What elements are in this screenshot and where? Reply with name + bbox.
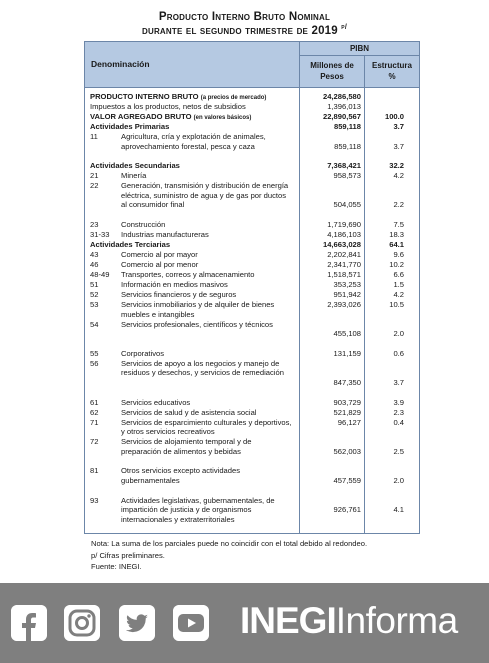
row-code: 81 [90,466,99,476]
row-description [121,398,293,408]
row-value-estructura: 2.0 [393,475,404,485]
row-description [90,102,296,112]
table-row [85,349,419,359]
row-description [121,359,293,378]
table-row [85,418,419,437]
row-value-millones: 1,719,690 [327,220,361,229]
table-row [85,122,419,132]
table-row [85,398,419,408]
row-value-estructura: 0.4 [393,417,404,427]
row-description [121,466,293,485]
row-code: 52 [90,290,99,299]
table-row [85,112,419,122]
table-row [85,280,419,290]
row-value-estructura: 0.6 [393,348,404,358]
pib-table [84,41,420,534]
row-description [121,408,293,418]
row-code: 23 [90,220,99,229]
row-code: 93 [90,495,99,505]
header-estructura-line2: % [388,72,396,81]
row-description-text: Transportes, correos y almacenamiento [121,270,255,279]
row-value-estructura: 4.1 [393,505,404,515]
brand-regular: Informa [335,600,458,641]
row-description [121,220,293,230]
twitter-icon[interactable] [119,605,155,641]
row-value-estructura: 2.2 [393,200,404,210]
table-row [85,161,419,171]
header-denominacion: Denominación [91,59,150,69]
table-row [85,132,419,161]
table-row [85,408,419,418]
note-line: Fuente: INEGI. [91,562,142,571]
row-value-estructura: 2.0 [393,329,404,339]
row-description-text: Servicios de salud y de asistencia social [121,407,257,417]
row-value-estructura: 64.1 [389,240,404,249]
row-value-estructura: 3.9 [393,397,404,407]
row-description-text: Actividades Secundarias [90,161,180,171]
title-line-2 [0,24,489,37]
row-description [121,496,293,525]
table-row [85,437,419,466]
row-description [121,270,293,280]
row-value-millones: 2,393,026 [327,300,361,309]
table-row [85,230,419,240]
row-code: 56 [90,358,99,368]
table-row [85,290,419,300]
row-code: 62 [90,407,99,417]
row-value-estructura: 2.5 [393,446,404,456]
row-description-text: Información en medios masivos [121,280,228,289]
row-value-estructura: 4.2 [393,171,404,181]
row-value-millones: 1,518,571 [327,270,361,279]
header-millones-line1: Millones de [310,61,354,70]
row-value-estructura: 3.7 [393,141,404,151]
row-code: 31-33 [90,230,110,239]
row-description [90,240,296,250]
row-value-millones: 504,055 [333,200,361,210]
row-description-text: Corporativos [121,348,165,358]
row-description-text: Generación, transmisión y distribución de energía eléctrica, suministro de agua y de gas por ductos al consumidor final [121,181,289,210]
row-description [121,260,293,270]
row-value-millones: 562,003 [333,446,361,456]
row-code: 43 [90,250,99,259]
row-description-text: Otros servicios excepto actividades gubernamentales [121,466,241,485]
row-description-text: Servicios financieros y de seguros [121,290,237,299]
row-description [121,437,293,456]
row-description-text: Servicios educativos [121,397,191,407]
row-description-text: VALOR AGREGADO BRUTO [90,112,192,121]
table-body [84,88,420,534]
row-value-millones: 455,108 [333,329,361,339]
row-description-text: Industrias manufactureras [121,230,209,239]
row-value-millones: 4,186,103 [327,230,361,239]
row-code: 11 [90,132,98,141]
row-description [121,132,293,151]
row-description [121,171,293,181]
facebook-icon[interactable] [11,605,47,641]
row-value-millones: 859,118 [333,122,361,131]
note-line: Nota: La suma de los parciales puede no coincidir con el total debido al redondeo. [91,539,368,548]
table-row [85,359,419,397]
row-value-estructura: 18.3 [389,230,404,239]
instagram-icon[interactable] [64,605,100,641]
row-value-estructura: 100.0 [384,112,404,121]
row-description [121,300,293,319]
row-code: 71 [90,417,99,427]
row-description [121,280,293,290]
row-code: 54 [90,319,99,329]
row-value-estructura: 2.3 [393,407,404,417]
header-estructura-line1: Estructura [371,61,412,70]
row-description-text: Servicios profesionales, científicos y técnicos [121,319,273,329]
note-line: p/ Cifras preliminares. [91,550,165,560]
row-value-estructura: 4.2 [393,290,404,299]
row-value-estructura: 32.2 [389,161,404,171]
row-value-estructura: 3.7 [393,122,404,131]
row-description [121,290,293,300]
row-code: 51 [90,280,99,289]
row-description [121,418,293,437]
youtube-icon[interactable] [173,605,209,641]
row-value-millones: 131,159 [333,348,361,358]
row-description-text: PRODUCTO INTERNO BRUTO [90,92,199,101]
row-value-millones: 353,253 [333,280,361,289]
title-line-1: Producto Interno Bruto Nominal [158,11,331,23]
row-code: 22 [90,181,99,191]
table-row [85,270,419,280]
row-value-millones: 859,118 [334,141,361,151]
row-description-text: Minería [121,171,147,181]
row-description [121,349,293,359]
row-value-millones: 24,286,580 [322,92,361,101]
row-value-millones: 926,761 [333,505,361,515]
row-description-text: Construcción [121,220,166,229]
table-row [85,181,419,219]
row-description-text: Agricultura, cría y explotación de animales, aprovechamiento forestal, pesca y caza [121,132,266,151]
title-line-2-text: durante el segundo trimestre de 2019 [142,24,338,37]
header-estructura [364,56,419,87]
row-value-estructura: 3.7 [393,377,404,387]
title-preliminary-mark: p/ [341,24,347,31]
table-row [85,240,419,250]
row-value-estructura: 1.5 [393,280,404,289]
row-value-millones: 903,729 [333,397,361,407]
table-row [85,466,419,495]
row-description [90,161,296,171]
row-code: 61 [90,397,99,407]
row-description [90,122,296,132]
row-description-text: Impuestos a los productos, netos de subsidios [90,102,246,111]
row-description-text: Comercio al por mayor [121,250,198,259]
row-value-millones: 457,559 [333,475,361,485]
row-value-millones: 14,663,028 [322,240,361,249]
row-value-millones: 22,890,567 [322,112,361,121]
row-code: 72 [90,437,99,447]
table-row [85,220,419,230]
table-row [85,92,419,102]
table-row [85,260,419,270]
row-code: 48-49 [90,270,110,279]
row-code: 53 [90,300,99,309]
row-description [121,250,293,260]
row-value-millones: 958,573 [333,171,361,181]
table-row [85,300,419,319]
row-description-text: Servicios de alojamiento temporal y de preparación de alimentos y bebidas [121,437,252,456]
row-code: 46 [90,260,99,269]
row-description-text: Servicios de esparcimiento culturales y deportivos, y otros servicios recreativos [121,417,292,437]
table-header [84,41,420,88]
row-description-text: Actividades Primarias [90,122,170,131]
row-value-millones: 1,396,013 [327,102,361,111]
table-row [85,250,419,260]
row-value-millones: 96,127 [337,417,361,427]
row-description-text: Comercio al por menor [121,260,199,269]
row-value-millones: 847,350 [333,377,361,387]
row-value-estructura: 9.6 [393,250,404,259]
header-millones-line2: Pesos [320,72,344,81]
row-value-millones: 951,942 [333,290,361,299]
header-pibn: PIBN [299,42,419,56]
table-row [85,102,419,112]
table-row [85,320,419,349]
row-value-millones: 7,368,421 [327,161,361,171]
row-value-millones: 521,829 [333,407,361,417]
row-code: 21 [90,171,99,181]
row-description [121,181,293,210]
row-description-qualifier: (en valores básicos) [193,115,252,121]
inegi-informa-logo [240,600,458,642]
row-value-millones: 2,202,841 [327,250,361,259]
row-description-text: Servicios inmobiliarios y de alquiler de bienes muebles e intangibles [121,300,275,319]
footer-bar [0,583,489,663]
brand-bold: INEGI [240,600,336,641]
row-description [121,320,293,330]
header-millones [299,56,364,87]
row-description [121,230,293,240]
table-row [85,171,419,181]
row-value-estructura: 10.2 [389,260,404,269]
row-description-text: Servicios de apoyo a los negocios y manejo de residuos y desechos, y servicios de remediación [121,358,284,378]
row-description-text: Actividades Terciarias [90,240,171,249]
row-description-text: Actividades legislativas, gubernamentales, de impartición de justicia y de organismos internacionales y extraterritoriales [121,495,275,524]
row-value-estructura: 6.6 [393,270,404,279]
row-value-estructura: 7.5 [393,220,404,229]
row-value-estructura: 10.5 [389,300,404,309]
row-value-millones: 2,341,770 [327,260,361,269]
row-description-qualifier: (a precios de mercado) [200,95,267,101]
table-row [85,496,419,525]
row-code: 55 [90,348,99,358]
